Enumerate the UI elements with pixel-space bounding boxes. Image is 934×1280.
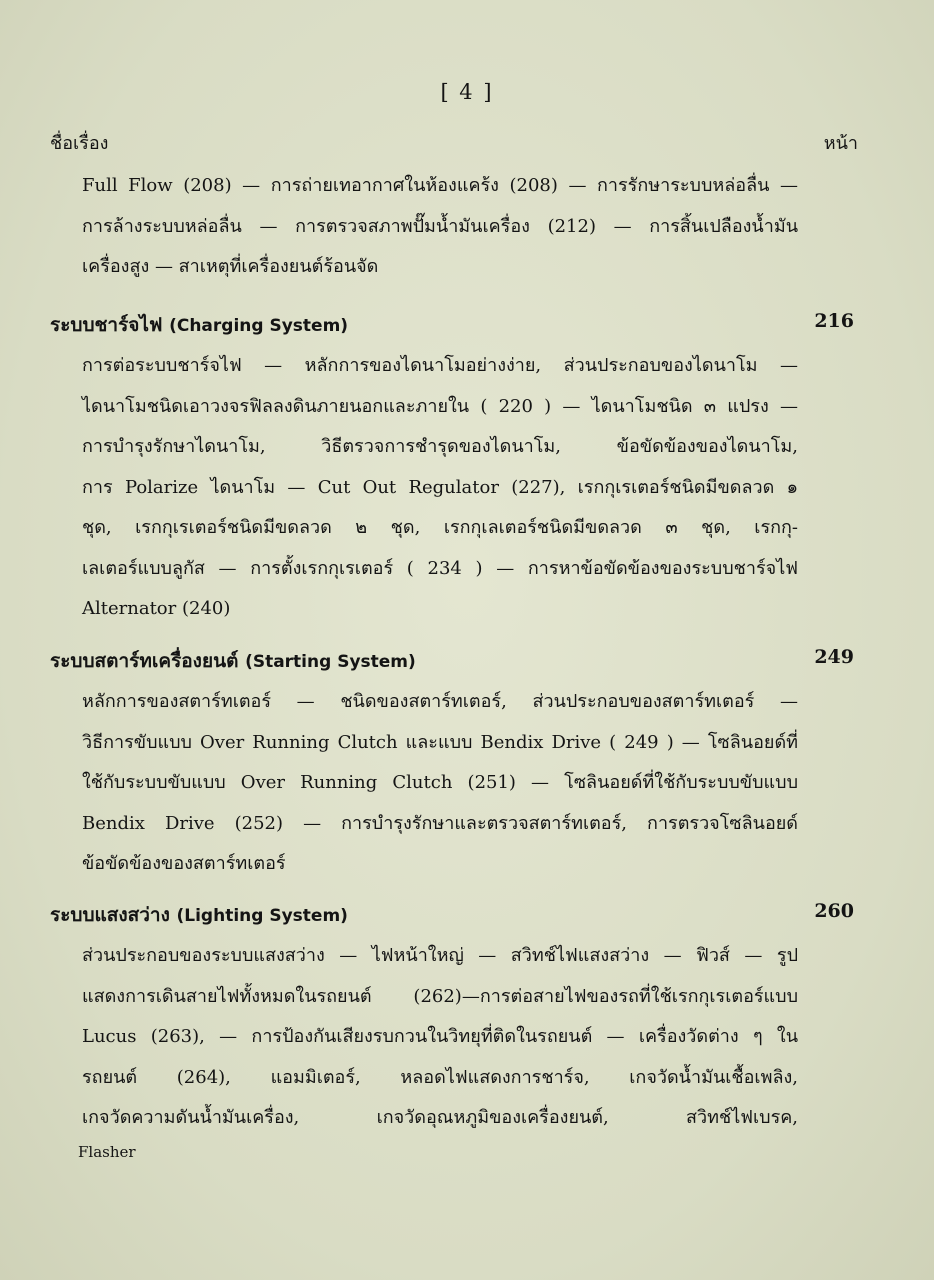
toc-line: ชุด, เรกกุเรเตอร์ชนิดมีขดลวด ๒ ชุด, เรกกุเลเตอร์ชนิดมีขดลวด ๓ ชุด, เรกกุ- bbox=[82, 517, 798, 538]
footer-catchword: Flasher bbox=[78, 1143, 136, 1161]
toc-line: Bendix Drive (252) — การบำรุงรักษาและตรวจสตาร์ทเตอร์, การตรวจโซลินอยด์ bbox=[82, 812, 798, 834]
toc-line: เลเตอร์แบบลูกัส — การตั้งเรกกุเรเตอร์ ( 234 ) — การหาข้อขัดข้องของระบบชาร์จไฟ bbox=[82, 557, 798, 579]
page-number: [ 4 ] bbox=[440, 80, 494, 104]
toc-line: ส่วนประกอบของระบบแสงสว่าง — ไฟหน้าใหญ่ — สวิทช์ไฟแสงสว่าง — ฟิวส์ — รูป bbox=[82, 945, 798, 966]
toc-line: วิธีการขับแบบ Over Running Clutch และแบบ Bendix Drive ( 249 ) — โซลินอยด์ที่ bbox=[82, 731, 798, 753]
toc-line: Full Flow (208) — การถ่ายเทอากาศในห้องแคร้ง (208) — การรักษาระบบหล่อลื่น — bbox=[82, 175, 798, 196]
toc-line: การล้างระบบหล่อลื่น — การตรวจสภาพปั๊มน้ำมันเครื่อง (212) — การสิ้นเปลืองน้ำมัน bbox=[82, 215, 798, 237]
toc-line: การต่อระบบชาร์จไฟ — หลักการของไดนาโมอย่างง่าย, ส่วนประกอบของไดนาโม — bbox=[82, 355, 798, 376]
section-title-th: ระบบชาร์จไฟ bbox=[50, 314, 163, 336]
section-title-en: (Starting System) bbox=[245, 652, 416, 672]
section-title bbox=[50, 900, 348, 930]
toc-line: Lucus (263), — การป้องกันเสียงรบกวนในวิทยุที่ติดในรถยนต์ — เครื่องวัดต่าง ๆ ใน bbox=[82, 1026, 798, 1047]
toc-section-body bbox=[0, 166, 934, 288]
toc-line: หลักการของสตาร์ทเตอร์ — ชนิดของสตาร์ทเตอร์, ส่วนประกอบของสตาร์ทเตอร์ — bbox=[82, 691, 798, 712]
toc-line: ข้อขัดข้องของสตาร์ทเตอร์ bbox=[82, 853, 286, 874]
section-page-number: 260 bbox=[814, 900, 854, 922]
toc-line: ใช้กับระบบขับแบบ Over Running Clutch (251) — โซลินอยด์ที่ใช้กับระบบขับแบบ bbox=[82, 772, 798, 793]
toc-line: แสดงการเดินสายไฟทั้งหมดในรถยนต์ (262)—การต่อสายไฟของรถที่ใช้เรกกุเรเตอร์แบบ bbox=[82, 985, 798, 1007]
column-header-topic: ชื่อเรื่อง bbox=[50, 133, 109, 154]
toc-section-body bbox=[0, 682, 934, 885]
section-page-number: 216 bbox=[814, 310, 854, 332]
toc-line: การบำรุงรักษาไดนาโม, วิธีตรวจการชำรุดของไดนาโม, ข้อขัดข้องของไดนาโม, bbox=[82, 436, 798, 457]
toc-line: รถยนต์ (264), แอมมิเตอร์, หลอดไฟแสดงการชาร์จ, เกจวัดน้ำมันเชื้อเพลิง, bbox=[82, 1066, 798, 1088]
section-title-en: (Lighting System) bbox=[176, 906, 348, 926]
toc-line: ไดนาโมชนิดเอาวงจรฟิลลงดินภายนอกและภายใน ( 220 ) — ไดนาโมชนิด ๓ แปรง — bbox=[82, 395, 798, 417]
section-title bbox=[50, 310, 348, 340]
toc-section-starting bbox=[0, 646, 934, 885]
toc-section-charging bbox=[0, 310, 934, 630]
toc-line: การ Polarize ไดนาโม — Cut Out Regulator (227), เรกกุเรเตอร์ชนิดมีขดลวด ๑ bbox=[82, 476, 798, 498]
section-title-th: ระบบสตาร์ทเครื่องยนต์ bbox=[50, 650, 239, 672]
toc-line: เกจวัดความดันน้ำมันเครื่อง, เกจวัดอุณหภูมิของเครื่องยนต์, สวิทช์ไฟเบรค, bbox=[82, 1107, 798, 1128]
section-title bbox=[50, 646, 416, 676]
toc-section-body bbox=[0, 346, 934, 630]
toc-section-continuation bbox=[0, 166, 934, 288]
toc-line: Alternator (240) bbox=[82, 598, 231, 619]
toc-section-body bbox=[0, 936, 934, 1139]
toc-line: เครื่องสูง — สาเหตุที่เครื่องยนต์ร้อนจัด bbox=[82, 256, 379, 277]
toc-section-lighting bbox=[0, 900, 934, 1139]
column-header-page: หน้า bbox=[823, 133, 858, 154]
section-title-th: ระบบแสงสว่าง bbox=[50, 904, 170, 926]
section-page-number: 249 bbox=[814, 646, 854, 668]
section-title-en: (Charging System) bbox=[169, 316, 349, 336]
